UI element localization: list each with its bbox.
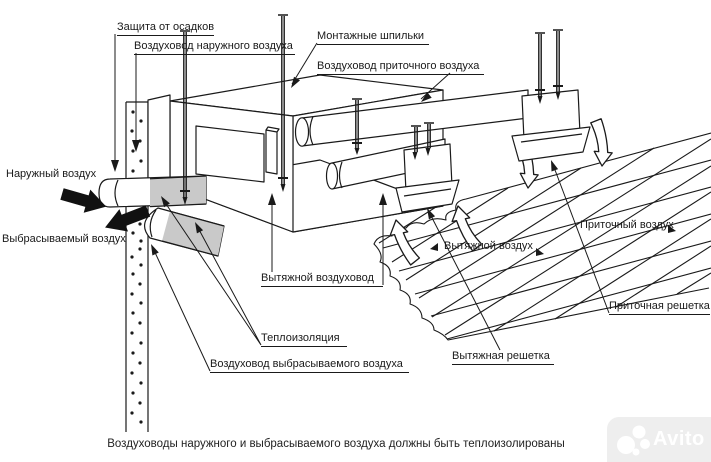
extract-flow-arrow-1 xyxy=(387,217,420,268)
label-insulation: Теплоизоляция xyxy=(261,332,347,347)
label-extract-duct: Вытяжной воздуховод xyxy=(261,272,383,287)
label-outdoor-duct: Воздуховод наружного воздуха xyxy=(134,40,295,55)
label-supply-air: Приточный воздух xyxy=(580,219,674,231)
avito-watermark xyxy=(607,417,711,462)
label-protection: Защита от осадков xyxy=(117,21,214,36)
avito-logo-icon xyxy=(617,423,651,457)
label-supply-grille: Приточная решетка xyxy=(609,300,710,315)
supply-diffuser xyxy=(512,90,590,161)
label-extract-grille: Вытяжная решетка xyxy=(452,350,554,365)
label-mounting-studs: Монтажные шпильки xyxy=(317,30,429,45)
diagram-caption: Воздуховоды наружного и выбрасываемого воздуха должны быть теплоизолированы xyxy=(107,438,565,450)
label-exhausted-air: Выбрасываемый воздух xyxy=(2,233,126,245)
label-extract-air: Вытяжной воздух xyxy=(444,240,533,252)
insulation-upper xyxy=(150,176,206,207)
label-exhaust-duct: Воздуховод выбрасываемого воздуха xyxy=(210,358,409,373)
label-outdoor-air: Наружный воздух xyxy=(6,168,97,180)
avito-brand-text: Avito xyxy=(653,428,705,450)
exhaust-air-duct xyxy=(145,208,224,256)
label-supply-duct: Воздуховод приточного воздуха xyxy=(317,60,484,75)
wall xyxy=(126,102,148,432)
